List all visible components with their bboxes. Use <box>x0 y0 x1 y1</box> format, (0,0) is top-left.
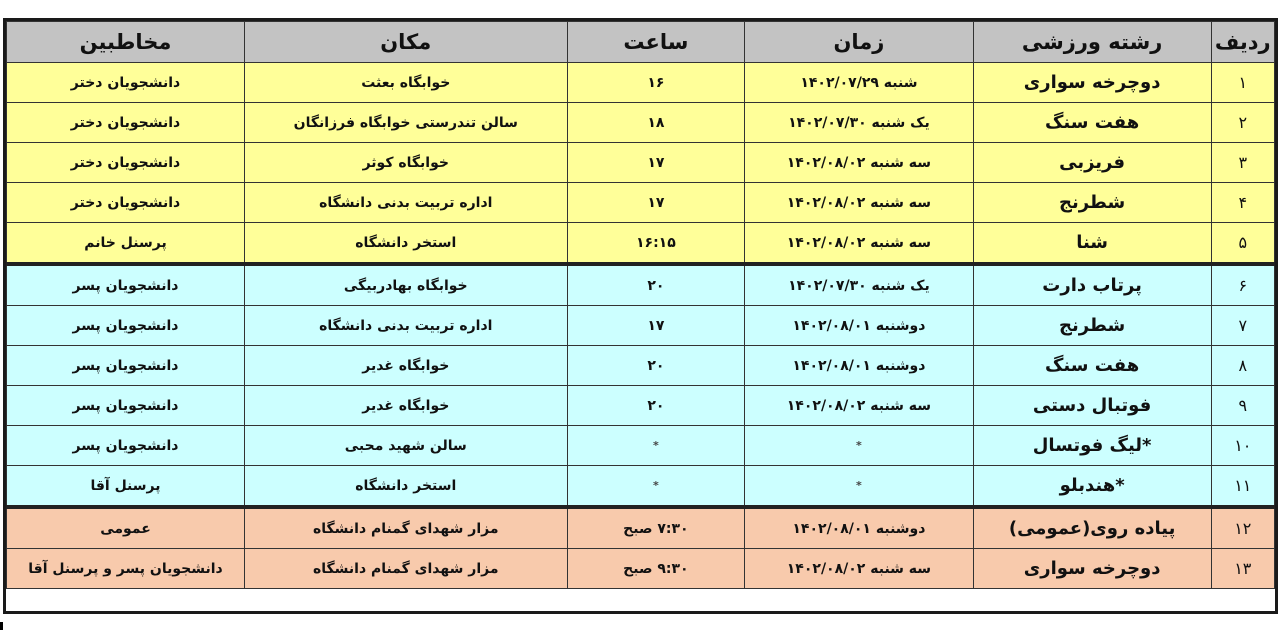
cell-time: * <box>567 426 745 466</box>
cell-audience: پرسنل آقا <box>7 466 245 508</box>
cell-place: خوابگاه غدیر <box>245 346 568 386</box>
cell-sport: دوچرخه سواری <box>973 549 1211 589</box>
cell-row-no: ۱۱ <box>1211 466 1274 508</box>
cell-time: ۱۷ <box>567 143 745 183</box>
cell-sport: *لیگ فوتسال <box>973 426 1211 466</box>
cell-place: خوابگاه کوثر <box>245 143 568 183</box>
cell-place: مزار شهدای گمنام دانشگاه <box>245 549 568 589</box>
cell-audience: دانشجویان دختر <box>7 63 245 103</box>
cell-time: ۱۷ <box>567 183 745 223</box>
schedule-body <box>7 63 1275 589</box>
cell-place: استخر دانشگاه <box>245 223 568 265</box>
cell-place: خوابگاه غدیر <box>245 386 568 426</box>
table-row <box>7 223 1275 265</box>
cell-date: سه شنبه ۱۴۰۲/۰۸/۰۲ <box>745 386 973 426</box>
cell-sport: فوتبال دستی <box>973 386 1211 426</box>
table-row <box>7 507 1275 549</box>
cell-place: سالن تندرستی خوابگاه فرزانگان <box>245 103 568 143</box>
cell-date: دوشنبه ۱۴۰۲/۰۸/۰۱ <box>745 306 973 346</box>
cell-date: سه شنبه ۱۴۰۲/۰۸/۰۲ <box>745 549 973 589</box>
cell-date: * <box>745 426 973 466</box>
header-place: مکان <box>245 22 568 63</box>
cell-sport: پرتاب دارت <box>973 264 1211 306</box>
cell-row-no: ۹ <box>1211 386 1274 426</box>
cell-audience: دانشجویان پسر و پرسنل آقا <box>7 549 245 589</box>
cell-time: ۷:۳۰ صبح <box>567 507 745 549</box>
cell-sport: فریزبی <box>973 143 1211 183</box>
cell-time: ۱۶ <box>567 63 745 103</box>
cell-row-no: ۱ <box>1211 63 1274 103</box>
cell-place: خوابگاه بعثت <box>245 63 568 103</box>
cell-place: خوابگاه بهادربیگی <box>245 264 568 306</box>
cell-row-no: ۴ <box>1211 183 1274 223</box>
cell-row-no: ۸ <box>1211 346 1274 386</box>
cell-audience: دانشجویان دختر <box>7 183 245 223</box>
cell-time: ۱۷ <box>567 306 745 346</box>
cell-date: سه شنبه ۱۴۰۲/۰۸/۰۲ <box>745 183 973 223</box>
cell-date: سه شنبه ۱۴۰۲/۰۸/۰۲ <box>745 143 973 183</box>
table-row <box>7 426 1275 466</box>
table-row <box>7 386 1275 426</box>
cell-row-no: ۲ <box>1211 103 1274 143</box>
cell-audience: دانشجویان دختر <box>7 143 245 183</box>
cell-audience: دانشجویان پسر <box>7 346 245 386</box>
header-sport: رشته ورزشی <box>973 22 1211 63</box>
cell-row-no: ۳ <box>1211 143 1274 183</box>
cell-place: اداره تربیت بدنی دانشگاه <box>245 306 568 346</box>
cell-date: یک شنبه ۱۴۰۲/۰۷/۳۰ <box>745 264 973 306</box>
cell-row-no: ۷ <box>1211 306 1274 346</box>
header-row-no: ردیف <box>1211 22 1274 63</box>
table-row <box>7 63 1275 103</box>
cell-date: یک شنبه ۱۴۰۲/۰۷/۳۰ <box>745 103 973 143</box>
cell-date: سه شنبه ۱۴۰۲/۰۸/۰۲ <box>745 223 973 265</box>
cell-sport: شطرنج <box>973 183 1211 223</box>
cell-audience: دانشجویان پسر <box>7 426 245 466</box>
cell-sport: هفت سنگ <box>973 346 1211 386</box>
cell-audience: دانشجویان پسر <box>7 264 245 306</box>
cell-date: دوشنبه ۱۴۰۲/۰۸/۰۱ <box>745 346 973 386</box>
schedule-table-frame <box>3 18 1278 614</box>
table-row <box>7 143 1275 183</box>
table-row <box>7 346 1275 386</box>
cell-sport: شطرنج <box>973 306 1211 346</box>
cell-time: ۲۰ <box>567 264 745 306</box>
cell-sport: پیاده روی(عمومی) <box>973 507 1211 549</box>
cell-place: مزار شهدای گمنام دانشگاه <box>245 507 568 549</box>
cell-audience: عمومی <box>7 507 245 549</box>
cell-time: ۲۰ <box>567 346 745 386</box>
cell-sport: *هندبلو <box>973 466 1211 508</box>
table-row <box>7 549 1275 589</box>
cell-date: شنبه ۱۴۰۲/۰۷/۲۹ <box>745 63 973 103</box>
header-row <box>7 22 1275 63</box>
cell-audience: دانشجویان پسر <box>7 386 245 426</box>
header-date: زمان <box>745 22 973 63</box>
cell-time: ۱۸ <box>567 103 745 143</box>
cell-date: * <box>745 466 973 508</box>
cell-row-no: ۵ <box>1211 223 1274 265</box>
cell-sport: شنا <box>973 223 1211 265</box>
cell-audience: پرسنل خانم <box>7 223 245 265</box>
schedule-table <box>6 21 1275 589</box>
cell-time: ۲۰ <box>567 386 745 426</box>
table-row <box>7 306 1275 346</box>
cell-time: ۱۶:۱۵ <box>567 223 745 265</box>
cell-place: استخر دانشگاه <box>245 466 568 508</box>
table-row <box>7 466 1275 508</box>
cell-row-no: ۱۳ <box>1211 549 1274 589</box>
table-row <box>7 183 1275 223</box>
table-row <box>7 103 1275 143</box>
cell-row-no: ۶ <box>1211 264 1274 306</box>
cell-sport: هفت سنگ <box>973 103 1211 143</box>
cell-row-no: ۱۲ <box>1211 507 1274 549</box>
cell-audience: دانشجویان دختر <box>7 103 245 143</box>
table-row <box>7 264 1275 306</box>
header-audience: مخاطبین <box>7 22 245 63</box>
cell-place: اداره تربیت بدنی دانشگاه <box>245 183 568 223</box>
cell-time: ۹:۳۰ صبح <box>567 549 745 589</box>
cell-time: * <box>567 466 745 508</box>
cell-place: سالن شهید محبی <box>245 426 568 466</box>
cell-row-no: ۱۰ <box>1211 426 1274 466</box>
header-time: ساعت <box>567 22 745 63</box>
edge-mark <box>0 622 3 630</box>
cell-sport: دوچرخه سواری <box>973 63 1211 103</box>
cell-audience: دانشجویان پسر <box>7 306 245 346</box>
cell-date: دوشنبه ۱۴۰۲/۰۸/۰۱ <box>745 507 973 549</box>
